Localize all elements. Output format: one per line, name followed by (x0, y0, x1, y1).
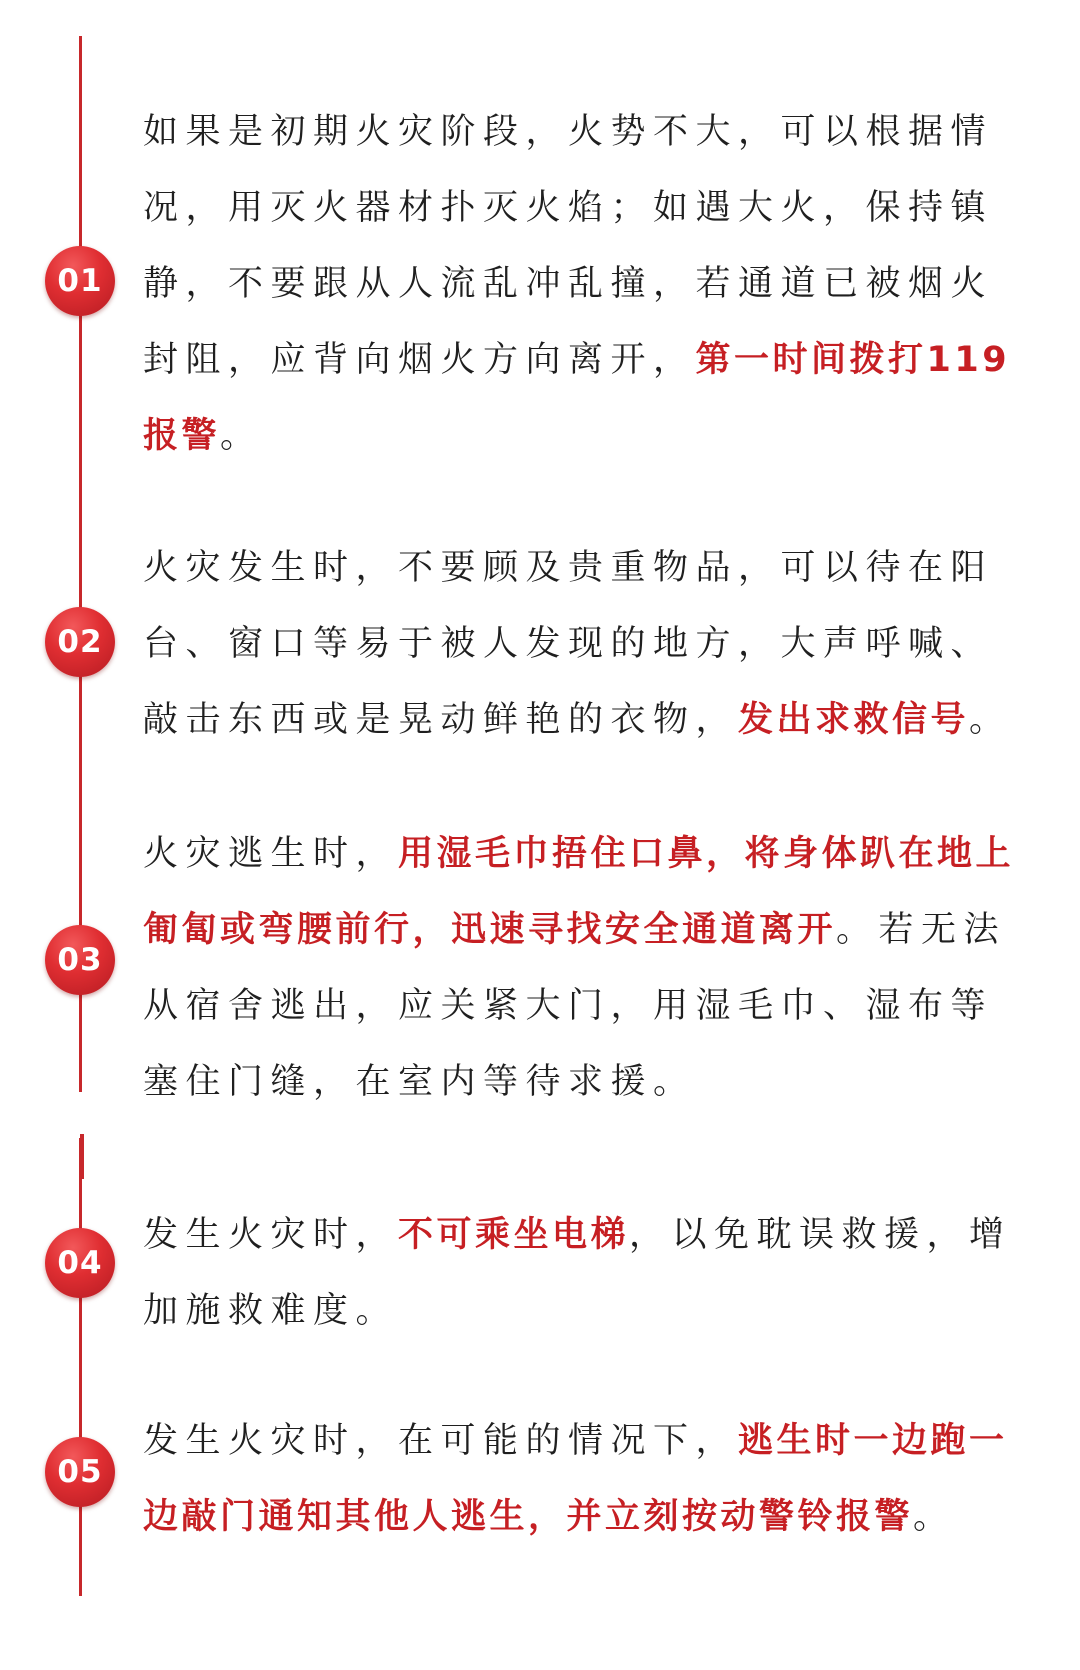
tip-text (143, 530, 1023, 758)
step-number-badge: 04 (45, 1228, 115, 1298)
tip-text-highlight: 逃生时一边跑一边敲门通知其他人逃生，并立刻按动警铃报警 (143, 1421, 1008, 1537)
step-number-badge: 02 (45, 607, 115, 677)
tip-text (143, 816, 1023, 1120)
tip-text (143, 94, 1023, 474)
tip-text-highlight: 第一时间拨打119报警 (143, 340, 1011, 456)
tip-text-segment: 。 (913, 1497, 956, 1537)
tip-text-highlight: 不可乘坐电梯 (398, 1215, 630, 1255)
step-number-badge: 03 (45, 925, 115, 995)
tip-text-segment: 如果是初期火灾阶段，火势不大，可以根据情况，用灭火器材扑灭火焰；如遇大火，保持镇静，不要跟从人流乱冲乱撞，若通道已被烟火封阻，应背向烟火方向离开， (143, 112, 994, 380)
tip-text (143, 1403, 1023, 1555)
tip-text-highlight: 发出求救信号 (738, 700, 970, 740)
tip-text-segment: 。若无法从宿舍逃出，应关紧大门，用湿毛巾、湿布等塞住门缝，在室内等待求援。 (143, 910, 1007, 1102)
step-number-badge: 01 (45, 246, 115, 316)
step-number-badge: 05 (45, 1437, 115, 1507)
tip-text-segment: 。 (969, 700, 1012, 740)
tip-text-segment: 发生火灾时， (143, 1215, 399, 1255)
tip-text-segment: 。 (220, 416, 263, 456)
timeline-gap (79, 1092, 82, 1138)
tip-text-segment: ，以免耽误救援，增加施救难度。 (143, 1215, 1012, 1331)
tip-text-segment: 发生火灾时，在可能的情况下， (143, 1421, 739, 1461)
tip-text-highlight: 用湿毛巾捂住口鼻，将身体趴在地上匍匐或弯腰前行，迅速寻找安全通道离开 (143, 834, 1015, 950)
tip-text (143, 1197, 1023, 1349)
timeline-nub (80, 1134, 84, 1179)
tip-text-segment: 火灾逃生时， (143, 834, 399, 874)
tip-text-segment: 火灾发生时，不要顾及贵重物品，可以待在阳台、窗口等易于被人发现的地方，大声呼喊、敲击东西或是晃动鲜艳的衣物， (143, 548, 994, 740)
